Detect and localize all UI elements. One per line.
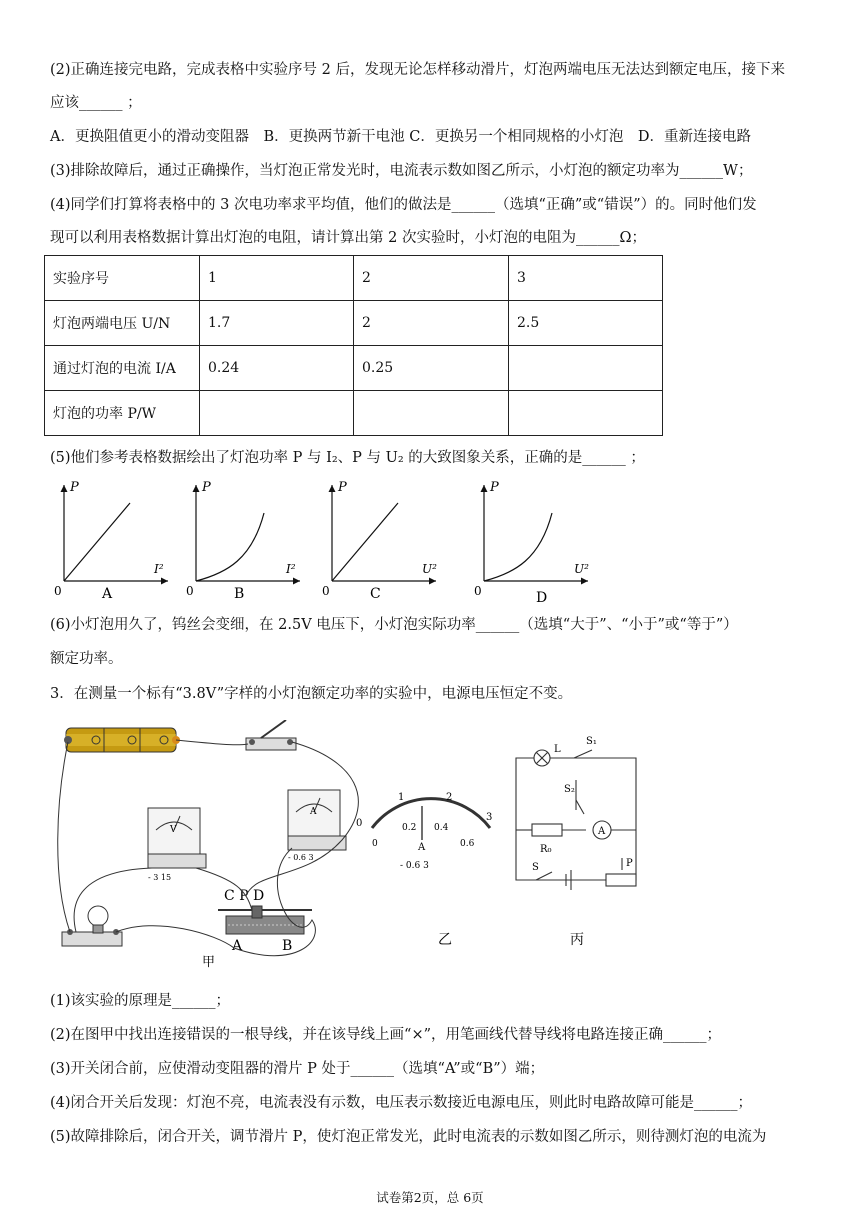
q2-part2-line1: (2)正确连接完电路，完成表格中实验序号 2 后，发现无论怎样移动滑片，灯泡两端电压无法达到额定电压，接下来	[50, 62, 785, 78]
graph-origin: 0	[54, 584, 62, 598]
q3-sub5: (5)故障排除后，闭合开关，调节滑片 P，使灯泡正常发光，此时电流表的示数如图乙所示，则待测灯泡的电流为	[50, 1129, 767, 1145]
svg-text:S₂: S₂	[564, 784, 575, 795]
table-cell: 1.7	[200, 301, 354, 346]
meter-scale	[356, 792, 492, 948]
q2-part4-line2: 现可以利用表格数据计算出灯泡的电阻，请计算出第 2 次实验时，小灯泡的电阻为______Ω；	[50, 230, 646, 246]
graph-d	[470, 477, 600, 609]
graph-origin: 0	[322, 584, 330, 598]
table-cell: 0.24	[200, 346, 354, 391]
data-table	[44, 255, 663, 436]
table-row	[45, 256, 663, 301]
table-cell: 2	[354, 256, 509, 301]
table-cell: 2.5	[509, 301, 663, 346]
voltmeter-letter: V	[170, 825, 177, 835]
figure-yi-label: 乙	[438, 932, 452, 948]
graph-origin: 0	[186, 584, 194, 598]
figure-jia-label: 甲	[202, 955, 216, 970]
graph-y-label: P	[490, 480, 499, 495]
scale-inner-label: 0.6	[460, 839, 475, 849]
table-cell: 3	[509, 256, 663, 301]
voltmeter-terminals: - 3 15	[148, 873, 172, 882]
table-cell: 0.25	[354, 346, 509, 391]
voltmeter-icon	[148, 808, 206, 882]
figure-bing-label: 丙	[570, 932, 584, 948]
page-footer: 试卷第2页，总 6页	[376, 1190, 484, 1205]
svg-text:S: S	[532, 862, 539, 873]
q2-part6-line2: 额定功率。	[50, 651, 123, 667]
table-row	[45, 391, 663, 436]
scale-outer-label: 0	[356, 818, 363, 829]
graph-b	[182, 477, 312, 606]
q2-part3: (3)排除故障后，通过正确操作，当灯泡正常发光时，电流表示数如图乙所示，小灯泡的额定功率为______W；	[50, 163, 753, 179]
rheostat-terminal-labels: C P D	[224, 888, 265, 904]
svg-text:A: A	[598, 826, 606, 837]
q2-part5: (5)他们参考表格数据绘出了灯泡功率 P 与 I₂、P 与 U₂ 的大致图象关系，正确的是______ ；	[50, 450, 645, 466]
rheostat-terminal-a: A	[232, 938, 243, 954]
scale-unit: A	[418, 842, 426, 853]
light-bulb-icon	[62, 906, 122, 946]
q3-sub1: (1)该实验的原理是______；	[50, 993, 231, 1009]
table-row	[45, 301, 663, 346]
scale-outer-label: 1	[398, 792, 405, 803]
switch-s-icon	[536, 872, 552, 880]
graph-x-label: U²	[422, 562, 437, 576]
graph-a	[50, 477, 180, 606]
ammeter-icon	[288, 790, 346, 862]
q2-options: A．更换阻值更小的滑动变阻器 B．更换两节新干电池 C．更换另一个相同规格的小灯泡 D．重新连接电路	[50, 129, 751, 145]
scale-terminals: - 0.6 3	[400, 861, 429, 871]
svg-text:L: L	[554, 744, 561, 755]
rheostat-icon	[218, 888, 312, 954]
table-cell: 实验序号	[45, 256, 200, 301]
q3-sub2: (2)在图甲中找出连接错误的一根导线，并在该导线上画“×”，用笔画线代替导线将电路连接正确______；	[50, 1027, 722, 1043]
q2-part4-line1: (4)同学们打算将表格中的 3 次电功率求平均值，他们的做法是______（选填“正确”或“错误”）的。同时他们发	[50, 197, 757, 213]
graph-letter: C	[370, 586, 381, 602]
ammeter-terminals: - 0.6 3	[288, 853, 314, 862]
ammeter-letter: A	[310, 807, 317, 817]
table-cell: 灯泡两端电压 U/N	[45, 301, 200, 346]
q3-intro: 3．在测量一个标有“3.8V”字样的小灯泡额定功率的实验中，电源电压恒定不变。	[50, 686, 573, 702]
graph-letter: A	[102, 586, 113, 602]
table-cell	[509, 346, 663, 391]
svg-text:S₁: S₁	[586, 736, 597, 747]
graph-x-label: I²	[286, 562, 296, 576]
q2-part2-line2: 应该______ ；	[50, 95, 142, 111]
table-cell: 2	[354, 301, 509, 346]
graph-origin: 0	[474, 584, 482, 598]
graph-y-label: P	[202, 480, 211, 495]
scale-inner-label: 0.4	[434, 823, 449, 833]
q3-sub4: (4)闭合开关后发现：灯泡不亮，电流表没有示数，电压表示数接近电源电压，则此时电路故障可能是______；	[50, 1095, 753, 1111]
switch-s1-icon	[574, 750, 592, 758]
table-row	[45, 346, 663, 391]
rheostat-terminal-b: B	[282, 938, 293, 954]
table-cell: 灯泡的功率 P/W	[45, 391, 200, 436]
table-cell	[200, 391, 354, 436]
switch-s2-icon	[576, 800, 584, 814]
graph-letter: D	[536, 590, 548, 605]
scale-inner-label: 0	[372, 839, 378, 849]
svg-text:P: P	[626, 858, 633, 869]
graph-y-label: P	[338, 480, 347, 495]
rheostat-symbol	[606, 874, 636, 886]
graph-x-label: U²	[574, 562, 589, 576]
knife-switch-icon	[246, 720, 296, 750]
graph-letter: B	[234, 586, 245, 602]
experiment-figure	[56, 720, 656, 974]
table-cell: 1	[200, 256, 354, 301]
resistor-r0-icon	[532, 824, 562, 836]
svg-text:R₀: R₀	[540, 844, 552, 855]
graph-x-label: I²	[154, 562, 164, 576]
graph-y-label: P	[70, 480, 79, 495]
graph-c	[318, 477, 448, 606]
q3-sub3: (3)开关闭合前，应使滑动变阻器的滑片 P 处于______（选填“A”或“B”）端；	[50, 1061, 545, 1077]
scale-inner-label: 0.2	[402, 823, 417, 833]
table-cell	[509, 391, 663, 436]
battery-pack-icon	[64, 728, 180, 752]
q2-part6-line1: (6)小灯泡用久了，钨丝会变细，在 2.5V 电压下，小灯泡实际功率______（选填“大于”、“小于”或“等于”）	[50, 617, 738, 633]
table-cell: 通过灯泡的电流 I/A	[45, 346, 200, 391]
table-cell	[354, 391, 509, 436]
scale-outer-label: 2	[446, 792, 453, 803]
scale-outer-label: 3	[486, 812, 493, 823]
